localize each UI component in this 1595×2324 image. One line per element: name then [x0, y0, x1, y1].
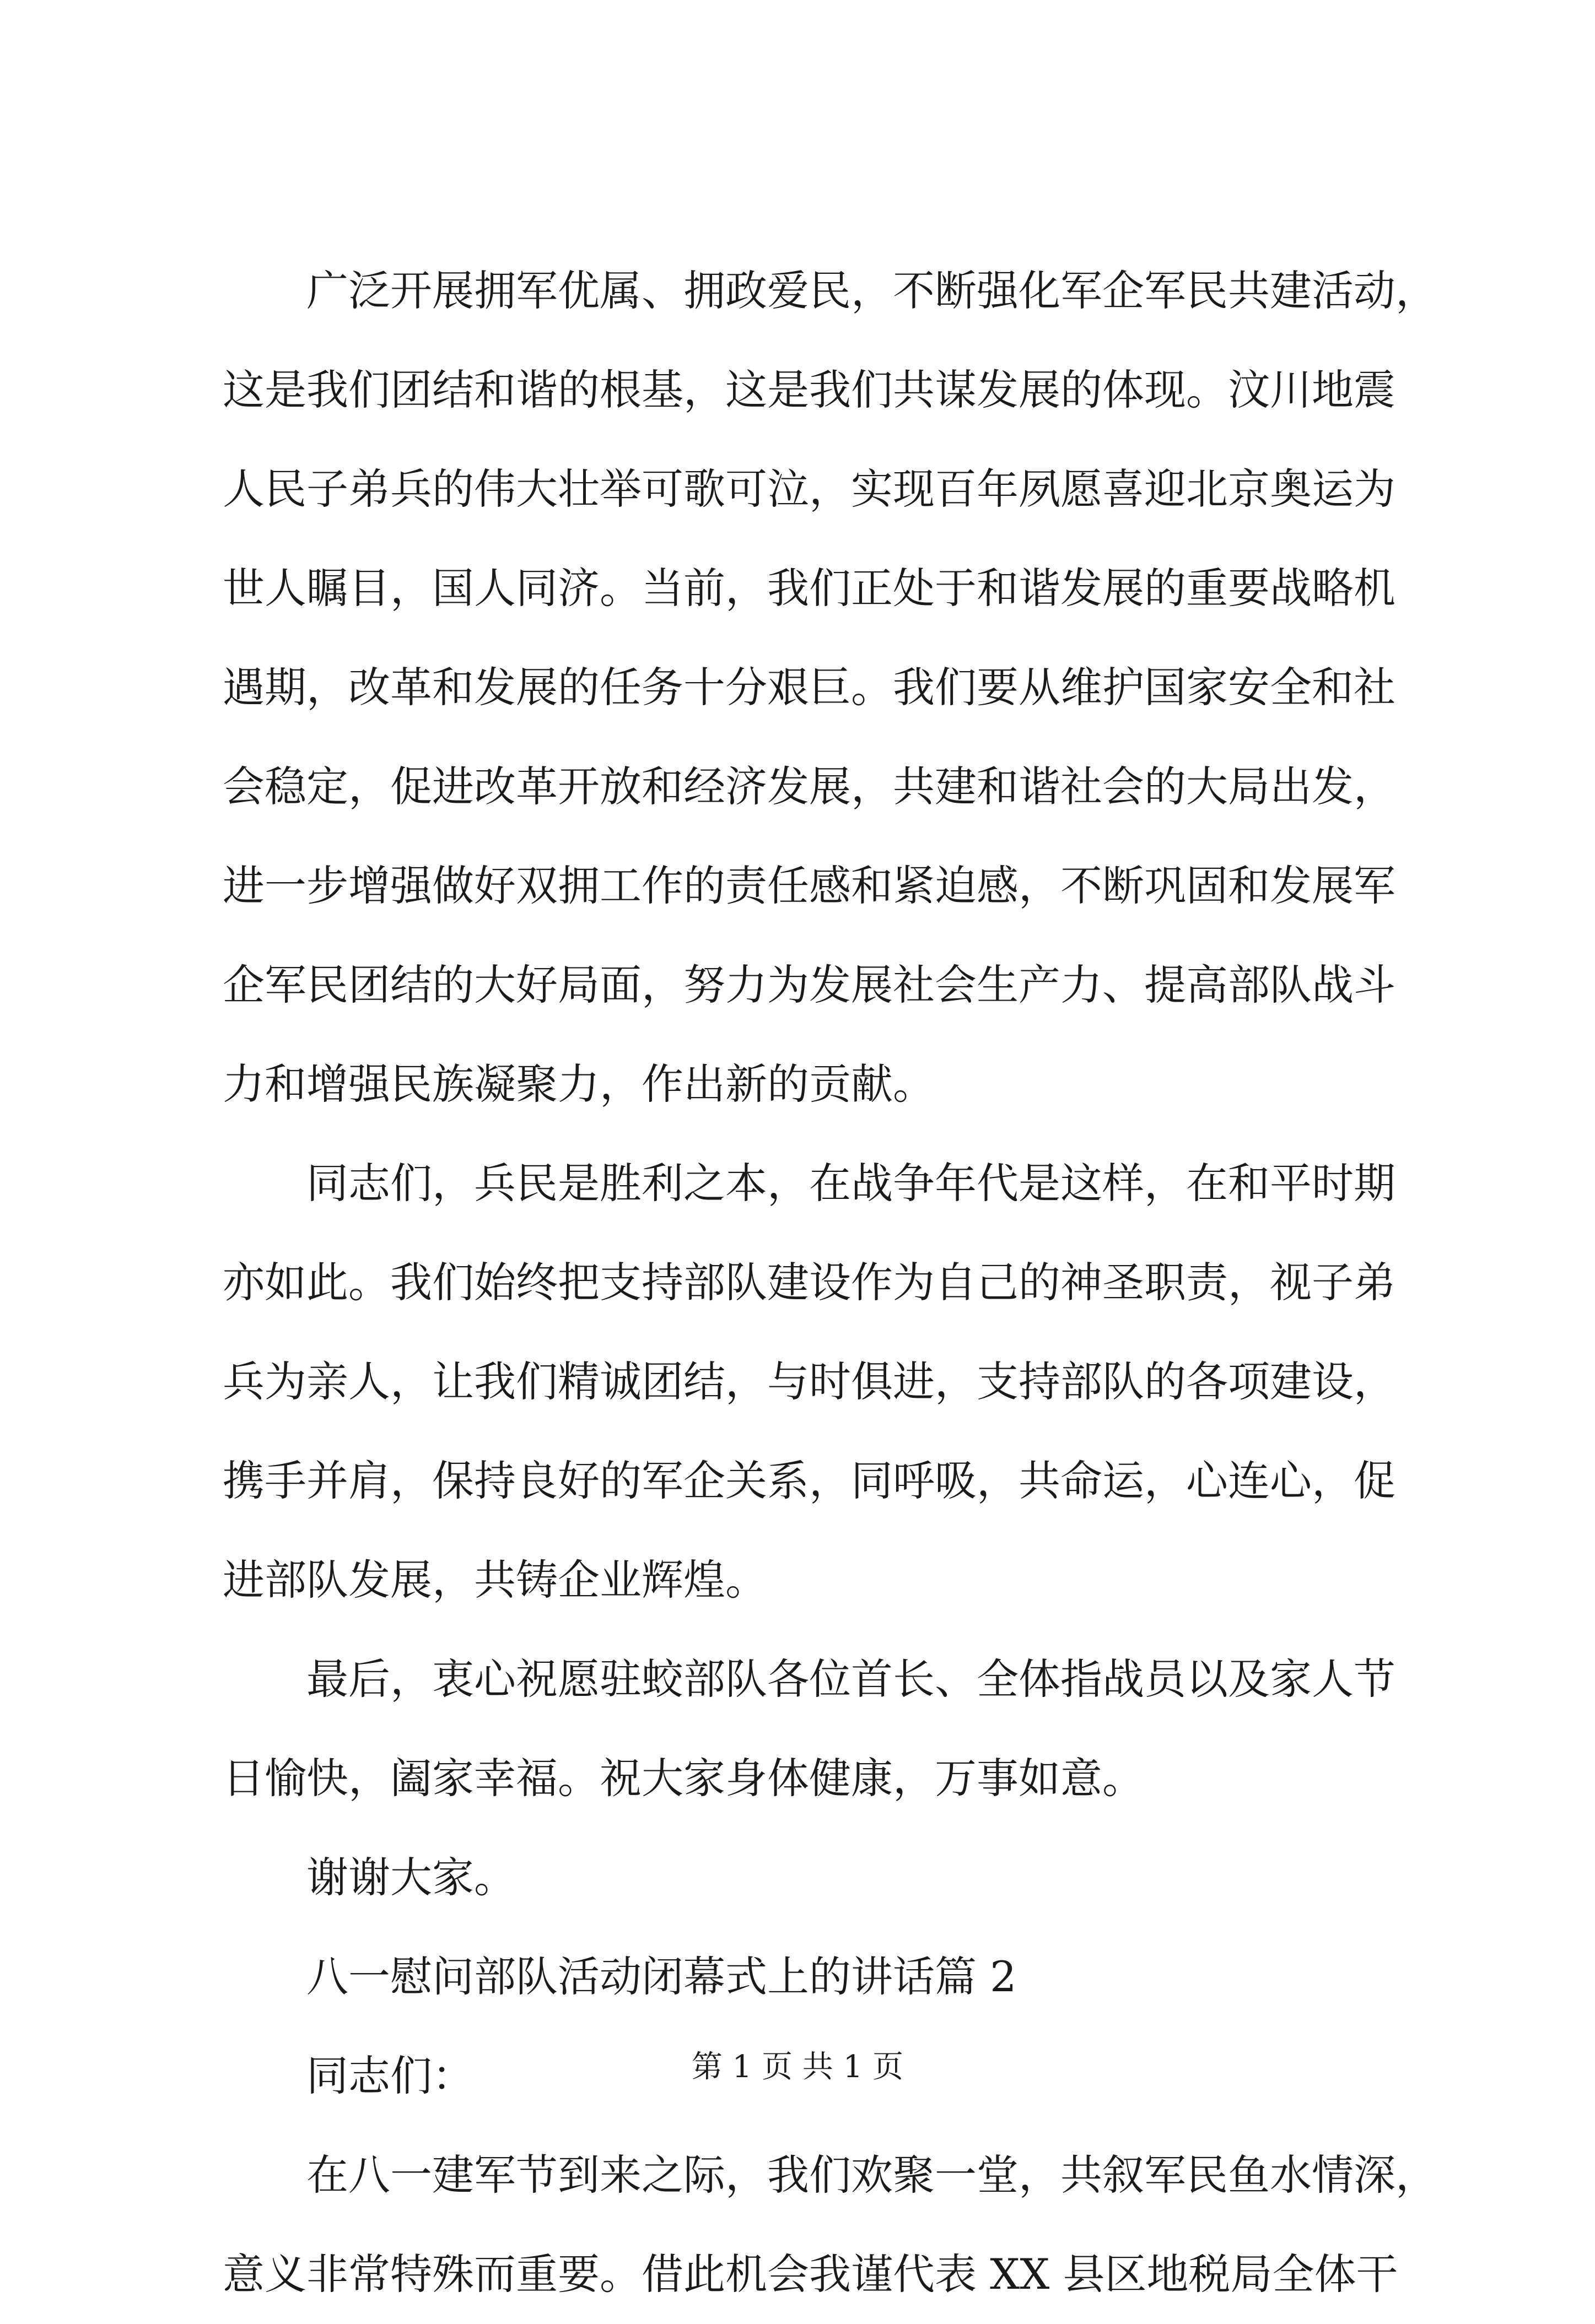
text-line: 遇期，改革和发展的任务十分艰巨。我们要从维护国家安全和社 [223, 663, 1395, 712]
text-line: 同志们： [306, 2051, 474, 2100]
text-line: 企军民团结的大好局面，努力为发展社会生产力、提高部队战斗 [223, 960, 1395, 1009]
text-line: 谢谢大家。 [306, 1853, 516, 1902]
text-line: 进部队发展，共铸企业辉煌。 [223, 1555, 767, 1604]
text-line: 进一步增强做好双拥工作的责任感和紧迫感，不断巩固和发展军 [223, 861, 1395, 910]
text-line: 在八一建军节到来之际，我们欢聚一堂，共叙军民鱼水情深， [306, 2150, 1437, 2199]
text-line: 携手并肩，保持良好的军企关系，同呼吸，共命运，心连心，促 [223, 1456, 1395, 1505]
text-line: 人民子弟兵的伟大壮举可歌可泣，实现百年夙愿喜迎北京奥运为 [223, 464, 1395, 514]
text-line: 世人瞩目，国人同济。当前，我们正处于和谐发展的重要战略机 [223, 564, 1395, 613]
text-line: 广泛开展拥军优属、拥政爱民，不断强化军企军民共建活动， [306, 266, 1437, 315]
page-footer: 第 1 页 共 1 页 [691, 2049, 904, 2085]
text-line: 会稳定，促进改革开放和经济发展，共建和谐社会的大局出发， [223, 762, 1395, 811]
text-line: 这是我们团结和谐的根基，这是我们共谋发展的体现。汶川地震 [223, 365, 1395, 414]
text-line: 同志们，兵民是胜利之本，在战争年代是这样，在和平时期 [306, 1159, 1395, 1208]
text-line: 兵为亲人，让我们精诚团结，与时俱进，支持部队的各项建设， [223, 1357, 1395, 1406]
text-line: 最后，衷心祝愿驻蛟部队各位首长、全体指战员以及家人节 [306, 1655, 1395, 1704]
text-line: 日愉快，阖家幸福。祝大家身体健康，万事如意。 [223, 1754, 1144, 1803]
document-body [223, 241, 1437, 2324]
text-line: 力和增强民族凝聚力，作出新的贡献。 [223, 1060, 935, 1109]
text-line: 意义非常特殊而重要。借此机会我谨代表 XX 县区地税局全体干 [223, 2250, 1398, 2299]
text-line: 亦如此。我们始终把支持部队建设作为自己的神圣职责，视子弟 [223, 1258, 1395, 1307]
text-line: 八一慰问部队活动闭幕式上的讲话篇 2 [306, 1952, 1017, 2001]
